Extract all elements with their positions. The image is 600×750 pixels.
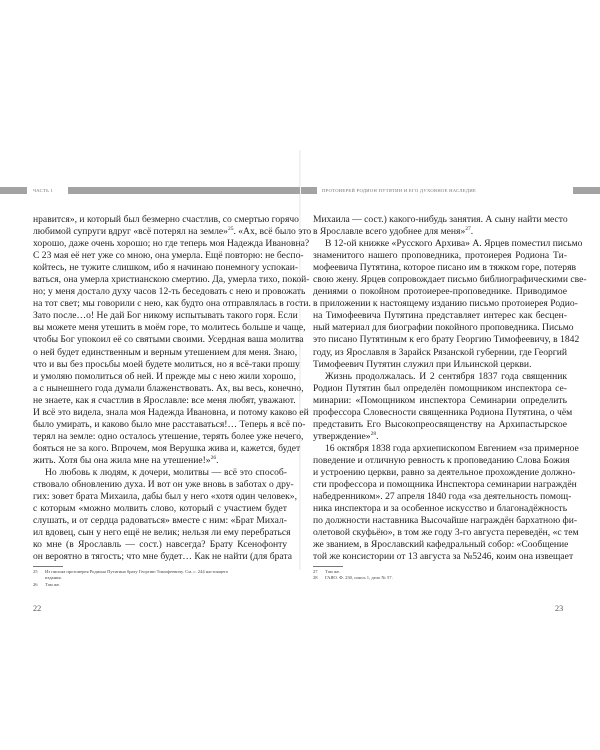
line-text: бояться не за кого. Впрочем, моя Верушка жива и, кажется, будет [33, 442, 301, 454]
line-text: году, из Ярославля в Зарайск Рязанской губернии, где Георгий [313, 346, 567, 358]
line-text: с которым «можно молвить слово, который с участием будет [33, 503, 287, 515]
line-text: Жизнь продолжалась. И 2 сентября 1837 года священник [325, 370, 567, 382]
line-text: на тот свет; мы говорили с нею, как будто она отправлялась в гости. [33, 298, 311, 310]
line-text-after: . «Ах, всё было это [233, 226, 312, 238]
text-line [313, 226, 567, 238]
line-text: гих: зовет брата Михаила, дабы был у него «хотя один человек», [33, 491, 297, 503]
text-line [33, 286, 306, 298]
text-line [313, 539, 567, 551]
line-text: нравится», и который был безмерно счастлив, со смертью горячо [33, 214, 299, 225]
text-line [313, 491, 572, 503]
footnote-text: ГАЯО. Ф. 230, опись 1, дело № 57. [325, 575, 393, 581]
text-line [33, 515, 287, 527]
text-line [33, 551, 292, 563]
line-text: знаменитого нашего проповедника, протоиерея Родиона Ти- [313, 250, 567, 262]
line-text: и устроению церкви, равно за деятельное прохождение должно- [313, 466, 576, 478]
text-line [313, 262, 577, 274]
footnote-number: 25 [33, 569, 38, 574]
line-text: а с нынешнего года думали блаженствовать. Ах, вы весь, конечно, [33, 382, 304, 394]
text-line [33, 467, 287, 479]
right-footnote-rule [313, 566, 343, 567]
line-text: минарии: «Помощником инспектора Семинарии определить [313, 394, 567, 406]
line-text: по должности наставника Высочайше награждён бархатною фи- [313, 515, 578, 527]
line-text: слушать, и от сердца радоваться» вместе с ним: «Брат Михал- [33, 515, 287, 527]
line-text: Родион Путятин был определён помощником инспектора се- [313, 382, 567, 394]
text-line [33, 358, 300, 371]
line-text-after: . [216, 454, 219, 466]
text-line [313, 286, 567, 298]
footnote-number: 27 [313, 569, 318, 574]
line-text: представить Его Высокопреосвященству на Архипастырское [313, 418, 567, 430]
text-line [313, 274, 587, 286]
text-line [313, 214, 567, 226]
text-line [33, 298, 311, 310]
text-line [33, 491, 297, 503]
line-text: терял на земле: одно осталось утешение, терять более уже нечего, [33, 430, 304, 442]
line-text: профессора Словесности священника Родиона Путятина, о чём [313, 406, 573, 418]
left-footnote-rule [33, 566, 63, 567]
text-line [33, 334, 304, 346]
text-line [33, 430, 304, 443]
text-line [313, 442, 579, 455]
text-line [313, 431, 567, 443]
text-line [313, 515, 578, 527]
line-text: не знаете, как я счастлив в Ярославле: все меня любят, уважают. [33, 394, 296, 406]
text-line [313, 454, 570, 467]
line-text: набедренником». 27 апреля 1840 года «за деятельность помощ- [313, 491, 572, 503]
footnote-ref: 28 [370, 430, 377, 437]
footnote-ref: 26 [210, 454, 217, 461]
line-text: любимой супруги вдруг «всё потерял на земле» [33, 226, 228, 238]
line-text: ника инспектора и за особенное искусство и благонадёжность [313, 503, 568, 515]
line-text: что и вы без просьбы моей будете молиться, но я всё-таки прошу [33, 358, 300, 370]
text-line [313, 383, 567, 395]
text-line [33, 225, 312, 238]
line-text: свою жену. Ярцев сопровождает письмо библиографическими све- [313, 274, 587, 286]
text-line [33, 442, 301, 455]
line-text: ил вдовец, сын у него ещё не велик; нельзя ли ему перебраться [33, 527, 291, 539]
right-folio: 23 [555, 604, 564, 613]
footnote-text: издания. [45, 575, 62, 581]
footnote-number: 26 [33, 581, 38, 587]
right-footnotes [313, 569, 567, 582]
line-text: койтесь, не тужите слишком, ибо я начинаю понемногу успокаи- [33, 262, 299, 274]
text-line [33, 370, 296, 383]
text-line [33, 310, 298, 322]
text-line [33, 250, 304, 262]
text-line [313, 310, 567, 322]
line-text: В 12-ой книжке «Русского Архива» А. Ярцев поместил письмо [325, 238, 583, 250]
footnote-ref: 25 [227, 225, 234, 232]
footnote-number: 28 [313, 575, 318, 581]
line-text-after: . [470, 226, 474, 238]
line-text: в приложении к настоящему изданию письмо протоиерея Родио- [313, 298, 578, 310]
line-text: поведение и отличную ревность к проповеданию Слова Божия [313, 454, 570, 466]
line-text: И всё это видела, знала моя Надежда Ивановна, и потому каково ей [33, 406, 309, 418]
text-line [313, 238, 583, 250]
line-text: мофеевича Путятина, которое писано им в тяжком горе, потеряв [313, 262, 577, 274]
footnote-ref: 27 [465, 225, 471, 232]
text-line [313, 250, 567, 262]
line-text: Тимофеевич Путятин служил при Ильинской церкви. [313, 358, 532, 370]
right-header-bar [573, 187, 600, 194]
footnote-text: Из письма протоиерея Родиона Путятина брату Георгию Тимофеевичу. См. с. 244 настоящего [45, 569, 229, 574]
text-line [33, 455, 287, 467]
line-text: Но любовь к людям, к дочери, молитвы — всё это способ- [45, 466, 287, 478]
line-text: ный материал для биографии покойного проповедника. Письмо [313, 322, 574, 334]
text-line [313, 466, 576, 479]
text-line [33, 382, 304, 395]
line-text-after: . [376, 430, 379, 442]
text-line [313, 322, 574, 334]
footnote-text: Там же. [325, 569, 341, 574]
text-line [313, 527, 579, 539]
line-text: ко мне (в Ярославль — сост.) навсегда? Брату Ксенофонту [33, 539, 287, 551]
line-text: он вероятно в тягость; что мне будет… Как не найти (для брата [33, 551, 292, 563]
text-line [313, 503, 567, 515]
line-text: было умирать, и каково было мне расставаться!… Теперь я всё по- [33, 418, 306, 430]
line-text: жить. Хотя бы она жила мне на утешение!» [33, 454, 211, 466]
line-text: и умоляю помолиться об ней. И прежде мы с нею жили хорошо, [33, 370, 296, 382]
line-text: же званием, в Ярославский кафедральный собор: «Сообщение [313, 539, 569, 551]
line-text: Зато после…о! Не дай Бог никому испытывать такого горя. Если [33, 310, 298, 322]
text-line [313, 419, 567, 431]
left-footnotes [33, 569, 287, 588]
text-line [33, 479, 294, 491]
left-page-body [33, 214, 312, 563]
line-text: дениями о покойном протоиерее-проповеднике. Приводимое [313, 286, 567, 298]
line-text: Михаила — сост.) какого-нибудь занятия. А сыну найти место [313, 214, 568, 225]
footnote [33, 582, 287, 588]
line-text: хорошо, даже очень хорошо; но где теперь моя Надежда Ивановна? [33, 238, 310, 250]
right-page-body [313, 214, 587, 563]
line-text: это писано Путятиным к его брату Георгию Тимофеевичу, в 1842 [313, 334, 580, 346]
left-folio: 22 [33, 604, 42, 613]
left-header-bar-right [68, 187, 300, 194]
line-text: сти профессора и помощника Инспектора семинарии награждён [313, 479, 577, 491]
line-text: С 23 мая её нет уже со мною, она умерла. Ещё повторю: не беспо- [33, 250, 304, 262]
text-line [33, 214, 299, 226]
text-line [313, 371, 567, 383]
text-line [313, 347, 567, 359]
text-line [33, 394, 296, 407]
right-running-head: ПРОТОИЕРЕЙ РОДИОН ПУТЯТИН И ЕГО ДУХОВНОЕ НАСЛЕДИЕ [322, 188, 477, 193]
line-text: олетовой скуфьёю», в том же году 3-го августа переведён, «с тем [313, 527, 579, 539]
text-line [33, 418, 306, 431]
text-line [33, 322, 306, 334]
line-text: о ней будет единственным и верным утешением для меня. Знаю, [33, 346, 298, 358]
line-text: на Тимофеевича Путятина представляет интерес как бесцен- [313, 310, 567, 322]
text-line [313, 479, 577, 491]
line-text: чтобы Бог упокоил её со святыми своими. Усердная ваша молитва [33, 334, 304, 346]
text-line [313, 406, 573, 419]
text-line [33, 274, 310, 286]
text-line [33, 406, 309, 419]
line-text: вы можете меня утешить в моём горе, то молитесь больше и чаще, [33, 322, 306, 334]
right-header-bar-left [301, 187, 317, 194]
text-line [313, 551, 574, 563]
text-line [33, 262, 299, 274]
text-line [313, 334, 580, 346]
footnote-text: Там же. [45, 581, 61, 587]
line-text: ваться, она умерла христианскою смертию. Да, умерла тихо, покой- [33, 274, 310, 286]
text-line [33, 346, 298, 359]
line-text: утверждение» [313, 430, 371, 442]
footnote [313, 575, 567, 581]
text-line [33, 539, 287, 551]
text-line [313, 359, 567, 371]
text-line [313, 298, 578, 310]
left-running-head: ЧАСТЬ 1 [33, 188, 54, 193]
left-header-bar [0, 187, 27, 194]
line-text: в Ярославле всего удобнее для меня» [313, 226, 466, 238]
text-line [33, 503, 287, 515]
line-text: ствовало обновлению духа. И вот он уже вновь в заботах о дру- [33, 479, 294, 491]
text-line [33, 238, 310, 250]
text-line [313, 395, 567, 407]
line-text: той же консистории от 13 августа за №5246, коим она извещает [313, 551, 574, 563]
text-line [33, 527, 291, 539]
line-text: 16 октября 1838 года архиепископом Евгением «за примерное [325, 442, 579, 454]
line-text: но; у меня достало духу часов 12-ть беседовать с нею и провожать [33, 286, 306, 298]
